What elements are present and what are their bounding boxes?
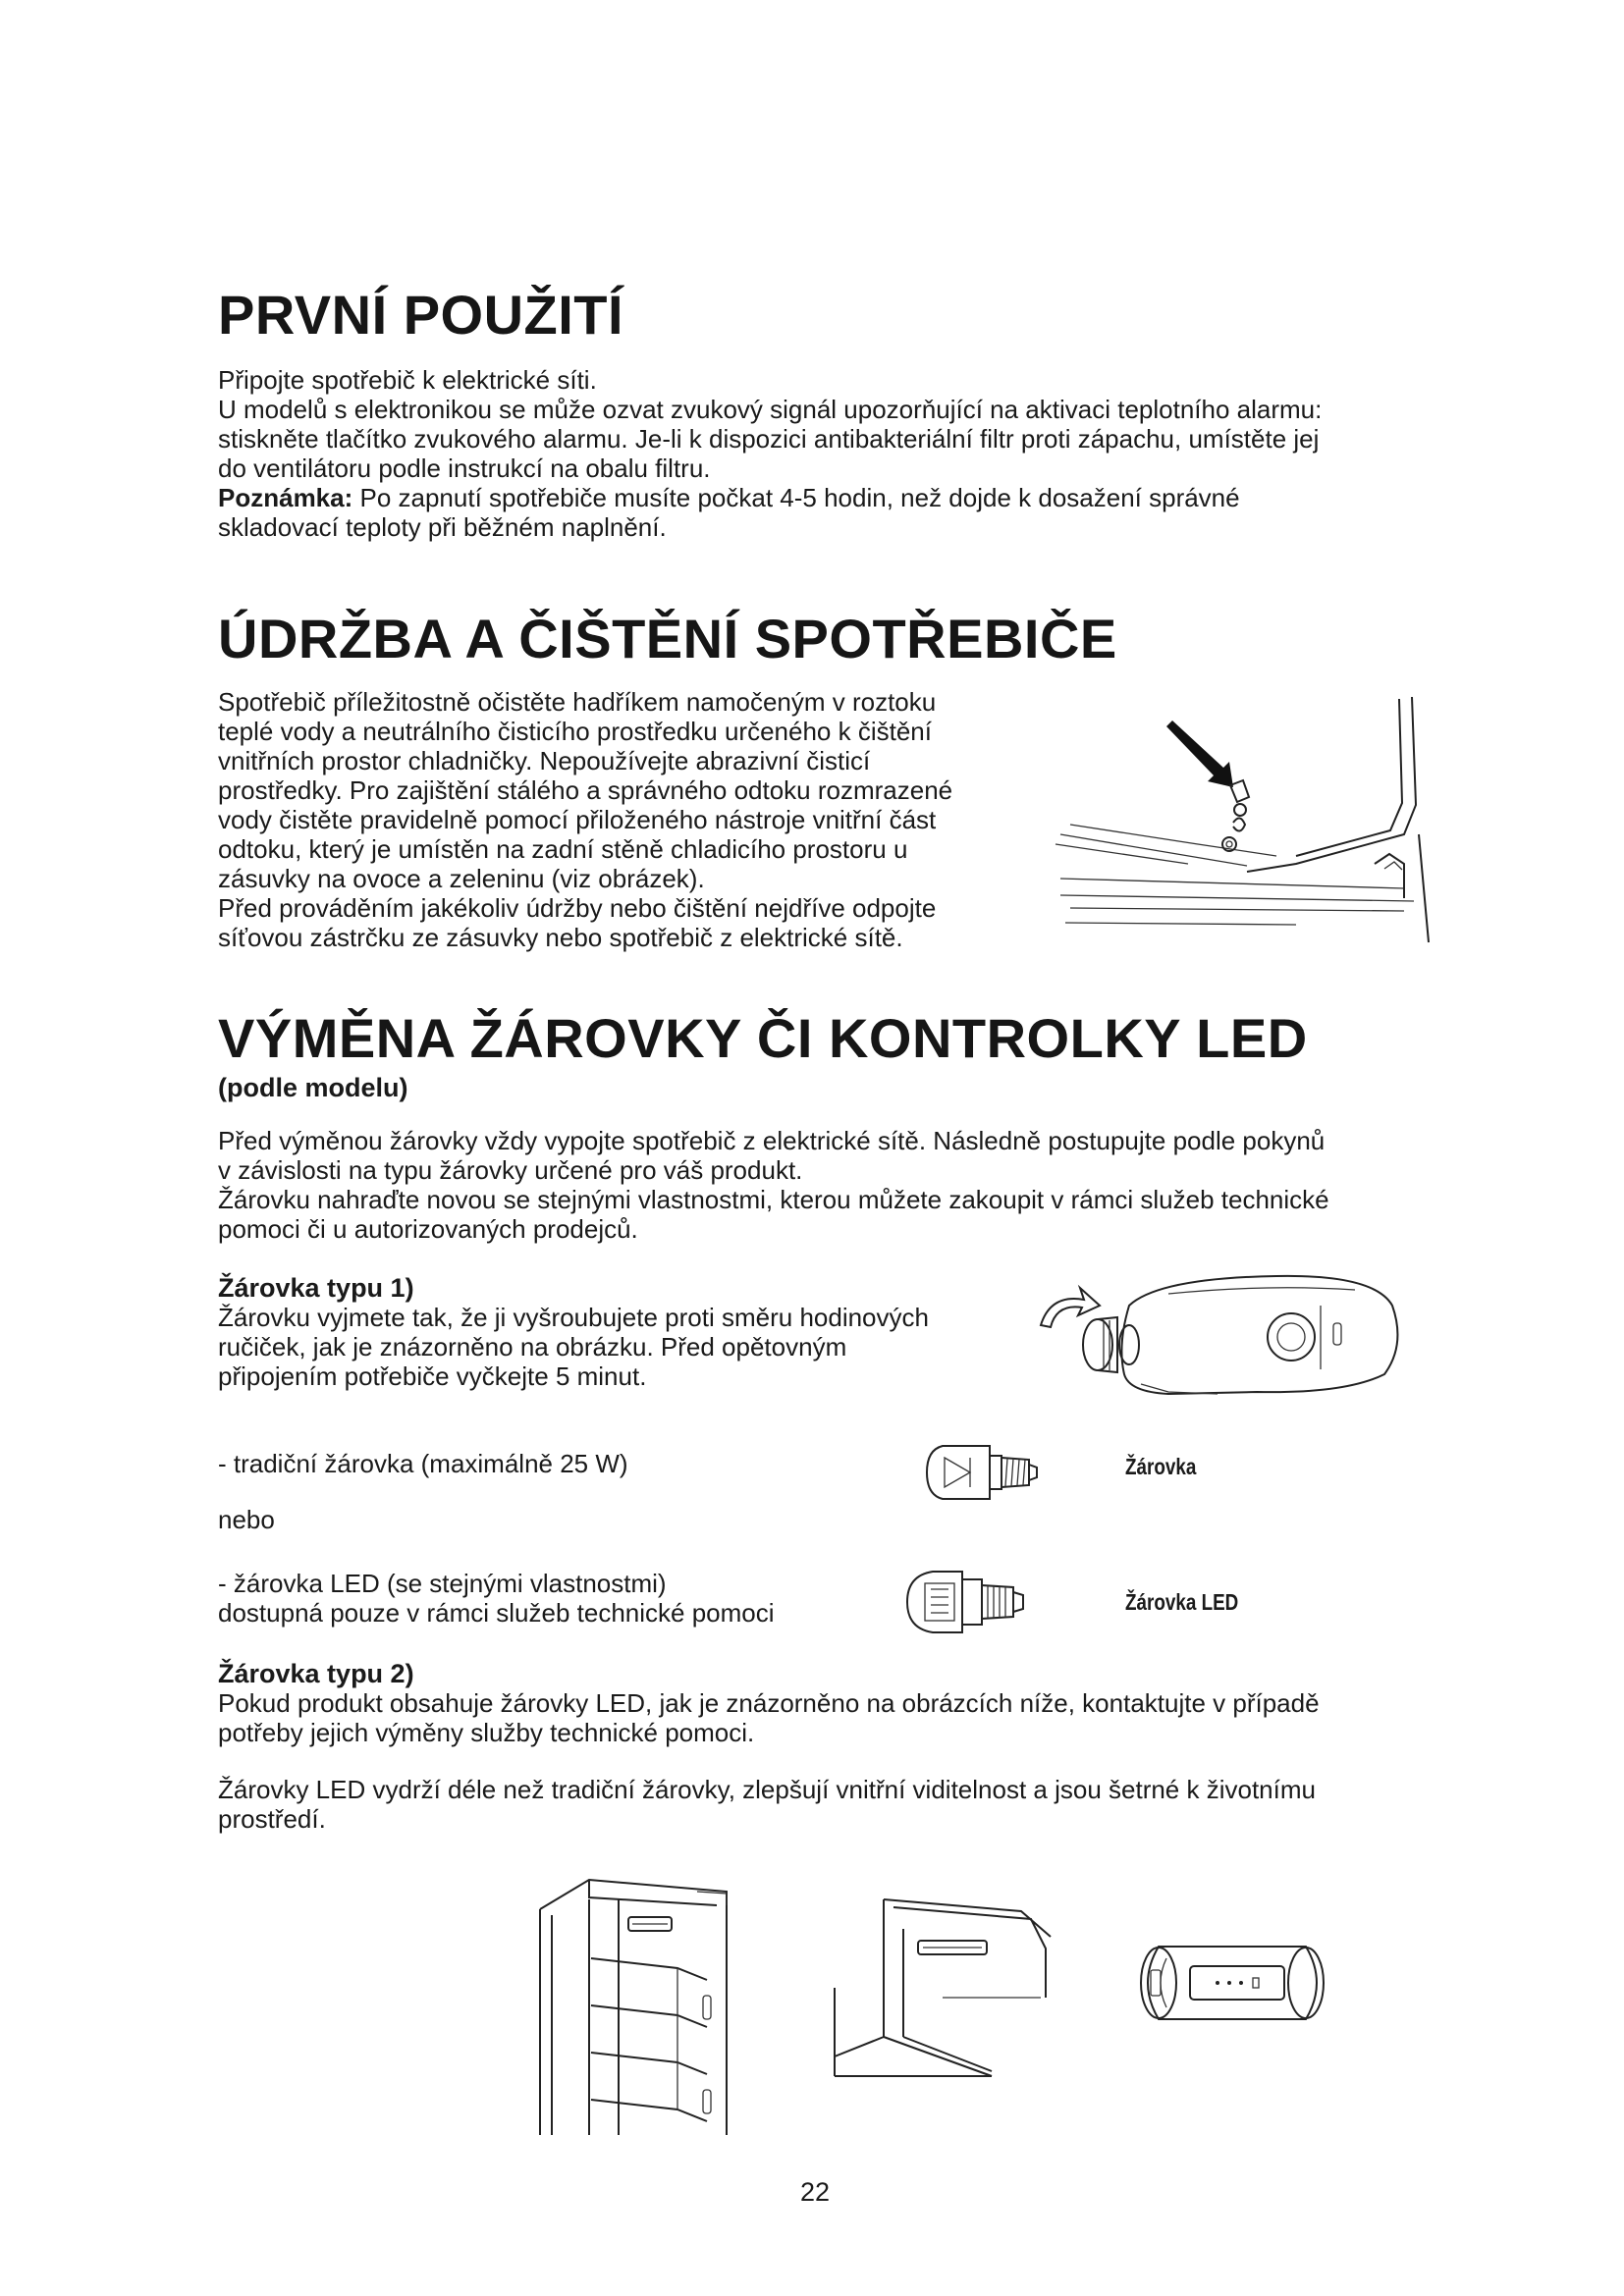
intro-line: Před výměnou žárovky vždy vypojte spotřebič z elektrické sítě. Následně postupujte podle pokynů <box>218 1126 1326 1155</box>
maintenance-line: síťovou zástrčku ze zásuvky nebo spotřebič z elektrické sítě. <box>218 923 903 952</box>
section-subtitle: (podle modelu) <box>218 1073 408 1102</box>
type1-line: ručiček, jak je znázorněno na obrázku. Před opětovným <box>218 1332 847 1362</box>
type2-heading: Žárovka typu 2) <box>218 1659 414 1688</box>
first-use-line: do ventilátoru podle instrukcí na obalu filtru. <box>218 454 711 483</box>
note-text: Po zapnutí spotřebiče musíte počkat 4-5 hodin, než dojde k dosažení správné <box>352 483 1240 512</box>
caption-led: Žárovka LED <box>1125 1589 1239 1615</box>
drain-cleaning-illustration <box>1051 687 1434 952</box>
type1-line: připojením potřebiče vyčkejte 5 minut. <box>218 1362 647 1391</box>
fridge-interior-illustration <box>530 1870 746 2145</box>
arrow-icon <box>1166 721 1233 787</box>
first-use-line: U modelů s elektronikou se může ozvat zvukový signál upozorňující na aktivaci teplotního alarmu: <box>218 395 1323 424</box>
maintenance-line: prostředky. Pro zajištění stálého a správného odtoku rozmrazené <box>218 775 953 805</box>
maintenance-line: odtoku, který je umístěn na zadní stěně chladicího prostoru u <box>218 834 908 864</box>
type1-block <box>218 1273 929 1391</box>
page-number: 22 <box>799 2177 831 2207</box>
section-title-maintenance: ÚDRŽBA A ČIŠTĚNÍ SPOTŘEBIČE <box>218 608 1117 669</box>
type1-heading: Žárovka typu 1) <box>218 1273 414 1303</box>
intro-line: Žárovku nahraďte novou se stejnými vlastnostmi, kterou můžete zakoupit v rámci služeb technické <box>218 1185 1329 1214</box>
caption-bulb: Žárovka <box>1125 1454 1197 1479</box>
traditional-bulb-icon <box>923 1438 1070 1507</box>
or-text: nebo <box>218 1505 275 1534</box>
led-benefits-text <box>218 1775 1316 1834</box>
maintenance-line: Před prováděním jakékoliv údržby nebo čištění nejdříve odpojte <box>218 893 937 923</box>
bulb-intro-text <box>218 1126 1329 1244</box>
note-label: Poznámka: <box>218 483 353 512</box>
option-led-line: dostupná pouze v rámci služeb technické pomoci <box>218 1598 775 1628</box>
type2-block <box>218 1659 1320 1747</box>
first-use-line: stiskněte tlačítko zvukového alarmu. Je-li k dispozici antibakteriální filtr proti zápachu, umístěte jej <box>218 424 1320 454</box>
led-bulb-icon <box>903 1566 1070 1638</box>
option-traditional-bulb: - tradiční žárovka (maximálně 25 W) <box>218 1449 628 1478</box>
type2-line: Pokud produkt obsahuje žárovky LED, jak je znázorněno na obrázcích níže, kontaktujte v případě <box>218 1688 1320 1718</box>
type2-line: potřeby jejich výměny služby technické pomoci. <box>218 1718 755 1747</box>
led-module-illustration <box>1119 1939 1335 2027</box>
option-led-bulb <box>218 1569 775 1628</box>
fridge-top-illustration <box>825 1890 1070 2086</box>
maintenance-line: Spotřebič příležitostně očistěte hadříkem namočeným v roztoku <box>218 687 937 717</box>
option-led-line: - žárovka LED (se stejnými vlastnostmi) <box>218 1569 667 1598</box>
intro-line: v závislosti na typu žárovky určené pro váš produkt. <box>218 1155 803 1185</box>
maintenance-line: teplé vody a neutrálního čisticího prostředku určeného k čištění <box>218 717 932 746</box>
bulb-unscrew-icon <box>1083 1317 1139 1372</box>
lamp-housing-illustration <box>1021 1266 1404 1404</box>
first-use-text <box>218 365 1322 542</box>
led-benefit-line: prostředí. <box>218 1804 326 1834</box>
maintenance-line: vody čistěte pravidelně pomocí přiloženého nástroje vnitřní část <box>218 805 937 834</box>
maintenance-line: zásuvky na ovoce a zeleninu (viz obrázek). <box>218 864 705 893</box>
maintenance-text <box>218 687 952 952</box>
maintenance-line: vnitřních prostor chladničky. Nepoužívejte abrazivní čisticí <box>218 746 871 775</box>
led-benefit-line: Žárovky LED vydrží déle než tradiční žárovky, zlepšují vnitřní viditelnost a jsou šetrné k životnímu <box>218 1775 1316 1804</box>
drain-tool-icon <box>1222 780 1249 851</box>
type1-line: Žárovku vyjmete tak, že ji vyšroubujete proti směru hodinových <box>218 1303 929 1332</box>
intro-line: pomoci či u autorizovaných prodejců. <box>218 1214 638 1244</box>
section-title-bulb-replacement: VÝMĚNA ŽÁROVKY ČI KONTROLKY LED <box>218 1007 1308 1069</box>
first-use-note <box>218 483 1322 512</box>
first-use-note-cont: skladovací teploty při běžném naplnění. <box>218 512 667 542</box>
section-title-first-use: PRVNÍ POUŽITÍ <box>218 284 624 346</box>
first-use-line: Připojte spotřebič k elektrické síti. <box>218 365 597 395</box>
